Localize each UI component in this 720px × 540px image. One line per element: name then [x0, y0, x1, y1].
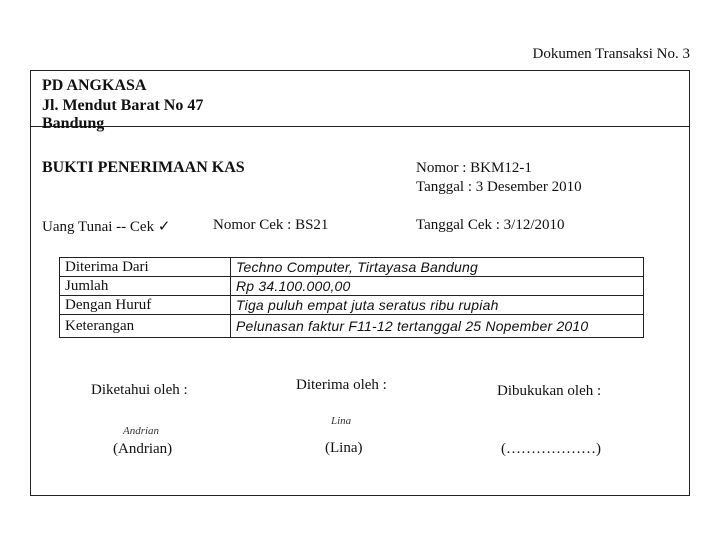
row-label: Dengan Huruf — [60, 296, 231, 315]
receipt-date: Tanggal : 3 Desember 2010 — [416, 179, 582, 195]
company-city: Bandung — [42, 115, 105, 132]
recorded-by-heading: Dibukukan oleh : — [497, 383, 602, 399]
document-label: Dokumen Transaksi No. 3 — [532, 46, 690, 62]
signature-lina: Lina — [331, 415, 352, 427]
row-label: Diterima Dari — [60, 258, 231, 277]
details-table — [59, 257, 644, 338]
company-street: Jl. Mendut Barat No 47 — [42, 97, 204, 114]
row-value: Tiga puluh empat juta seratus ribu rupiah — [231, 296, 644, 315]
check-date: Tanggal Cek : 3/12/2010 — [416, 217, 565, 233]
received-by-heading: Diterima oleh : — [296, 377, 387, 393]
signer-name-blank: (………………) — [501, 441, 601, 457]
known-by-heading: Diketahui oleh : — [91, 382, 188, 398]
row-label: Jumlah — [60, 277, 231, 296]
row-value: Pelunasan faktur F11-12 tertanggal 25 Nopember 2010 — [231, 315, 644, 338]
receipt-frame — [30, 70, 690, 496]
header-divider — [31, 126, 689, 127]
payment-method: Uang Tunai -- Cek ✓ — [42, 219, 171, 235]
check-number: Nomor Cek : BS21 — [213, 217, 329, 233]
row-value: Rp 34.100.000,00 — [231, 277, 644, 296]
receipt-number: Nomor : BKM12-1 — [416, 160, 532, 176]
table-row — [60, 296, 644, 315]
signer-name-andrian: (Andrian) — [113, 441, 173, 457]
row-value: Techno Computer, Tirtayasa Bandung — [231, 258, 644, 277]
table-row — [60, 277, 644, 296]
signer-name-lina: (Lina) — [325, 440, 363, 456]
table-row — [60, 258, 644, 277]
company-name: PD ANGKASA — [42, 77, 147, 94]
document-title: BUKTI PENERIMAAN KAS — [42, 159, 245, 176]
signature-andrian: Andrian — [123, 425, 160, 437]
table-row — [60, 315, 644, 338]
row-label: Keterangan — [60, 315, 231, 338]
